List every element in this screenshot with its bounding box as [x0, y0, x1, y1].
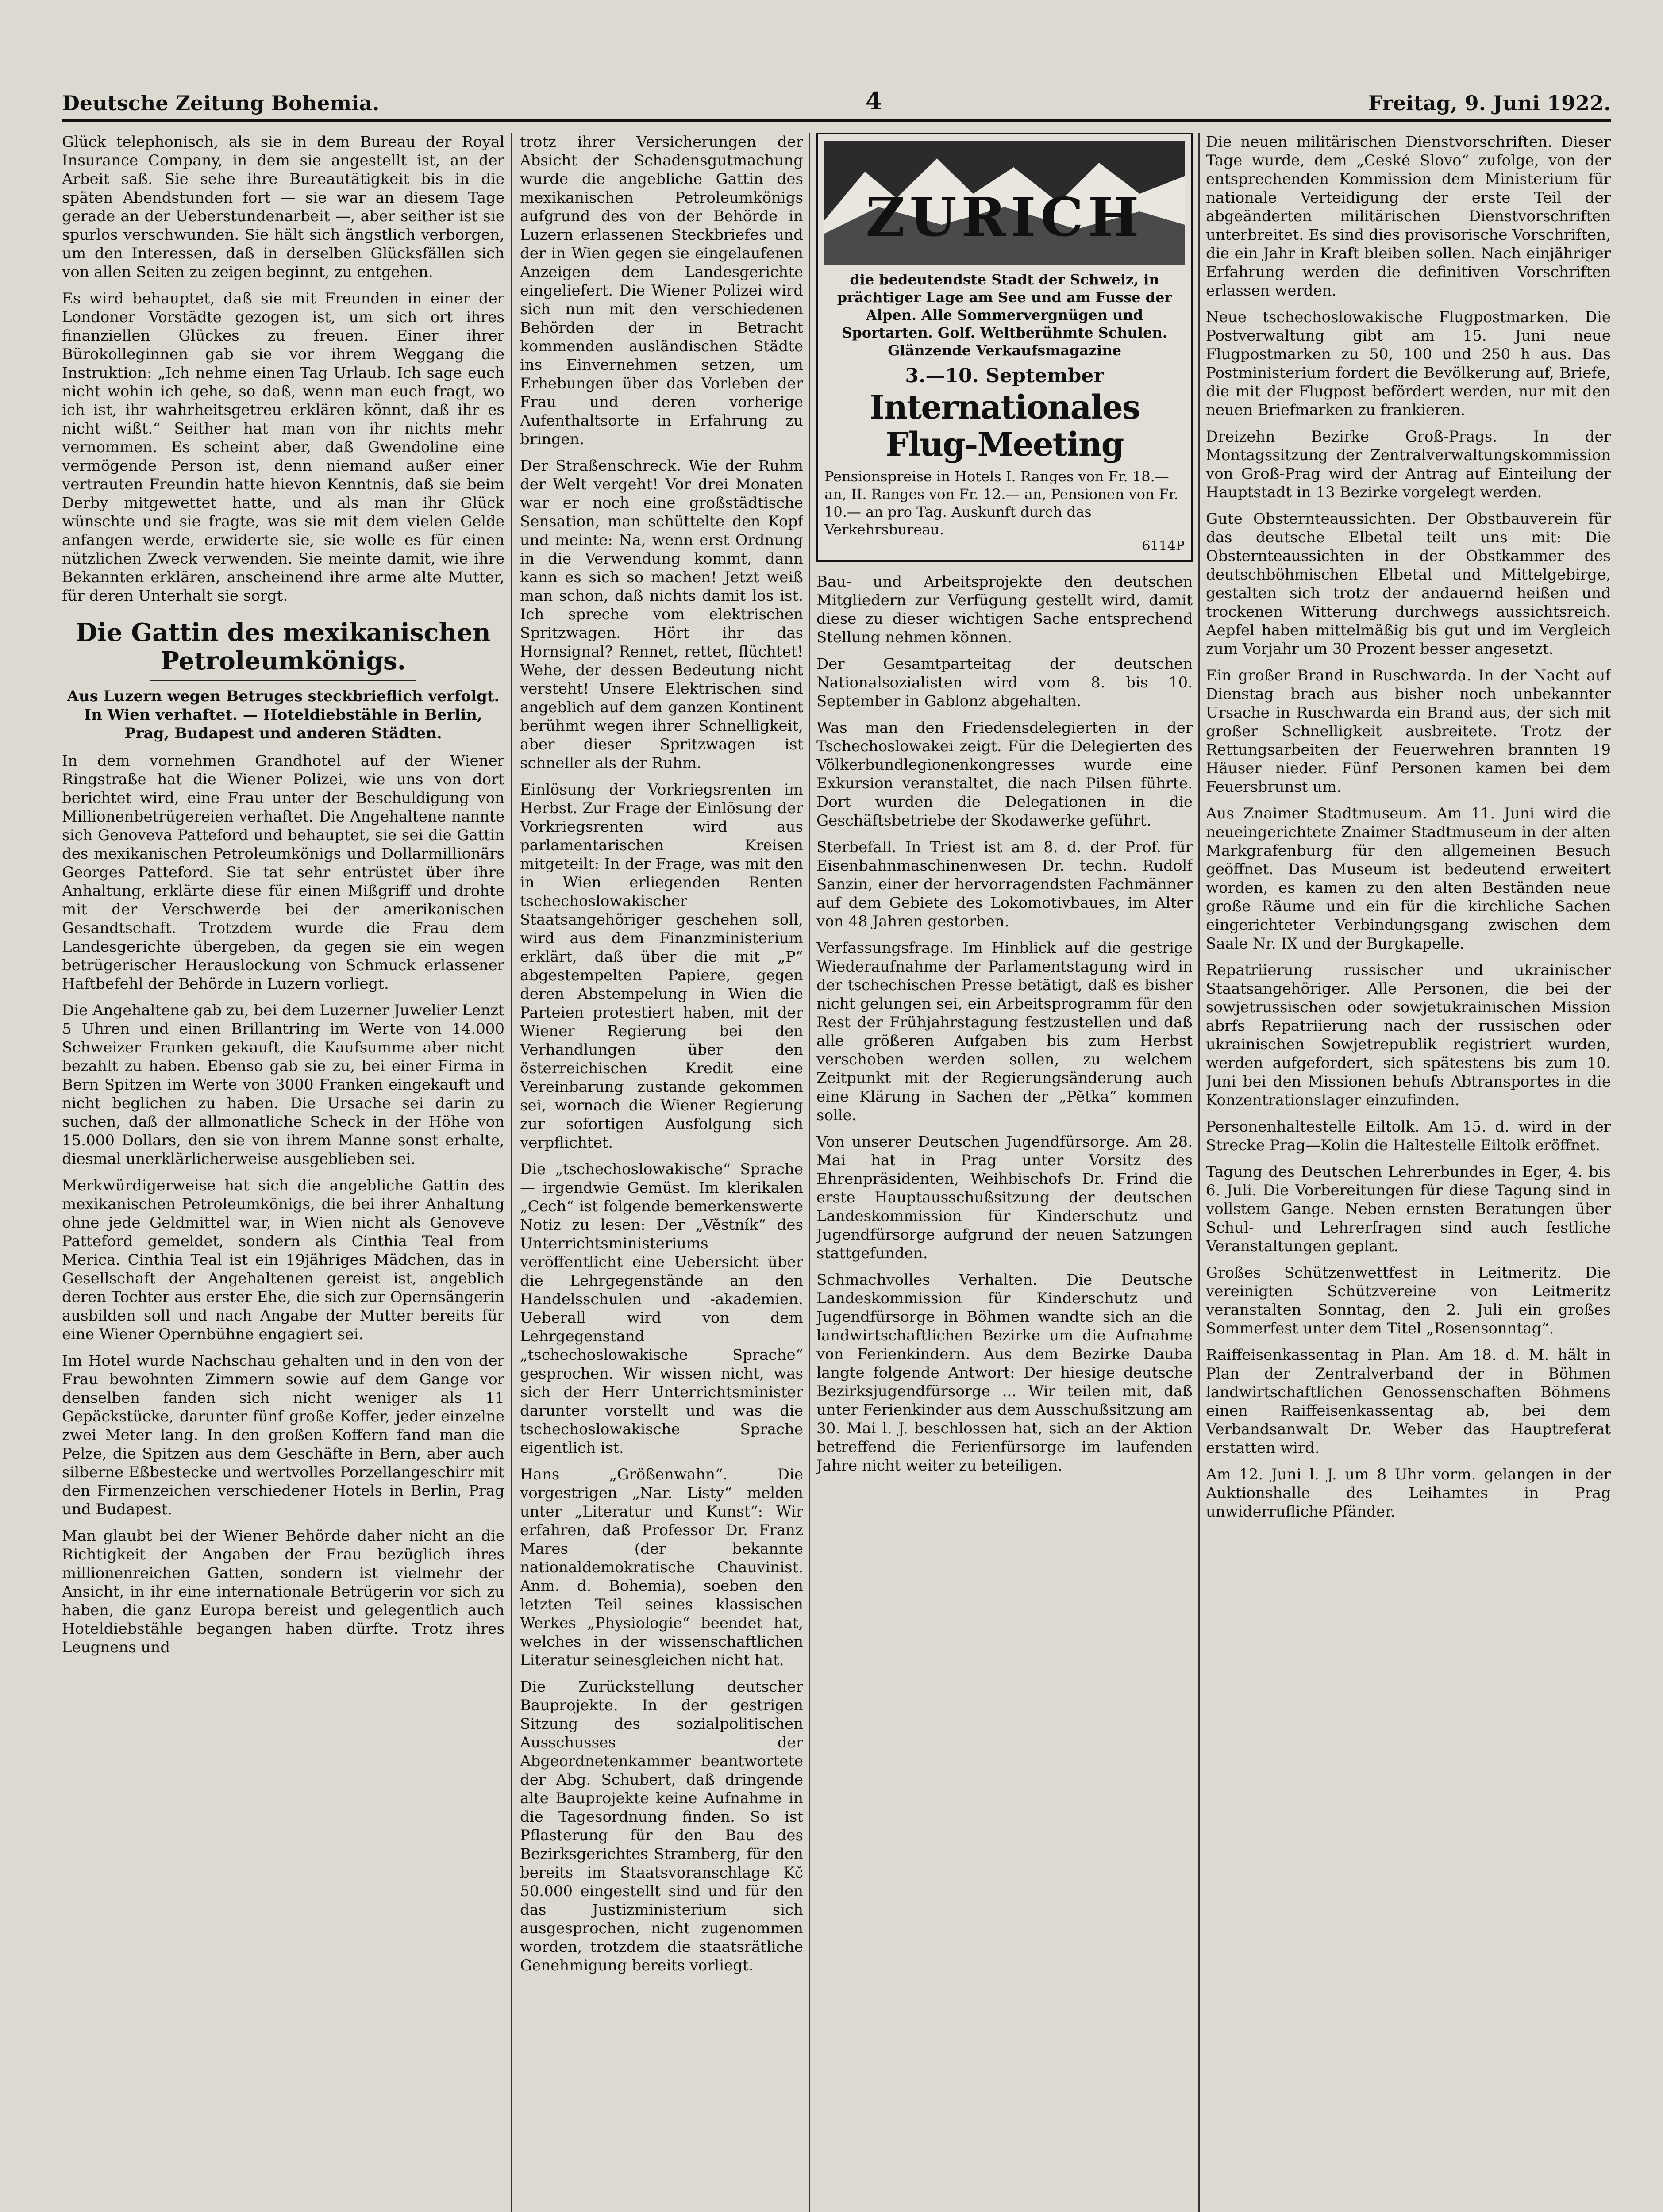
ad-description: die bedeutendste Stadt der Schweiz, in prächtiger Lage am See und am Fusse der Alpen. Alle Sommervergnügen und Sportarten. Golf. Weltberühmte Schulen. Glänzende Verkaufsmagazine [837, 271, 1172, 359]
paragraph: Aus Znaimer Stadtmuseum. Am 11. Juni wird die neueingerichtete Znaimer Stadtmuseum in der alten Markgrafenburg für den allgemeinen Besuch geöffnet. Das Museum ist bedeutend erweitert worden, es kamen zu den alten Beständen neue große Räume und ein für die kirchliche Sachen eingerichteter Verbindungsgang zwischen dem Saale Nr. IX und der Burgkapelle. [1206, 805, 1611, 952]
paragraph: Glück telephonisch, als sie in dem Bureau der Royal Insurance Company, in dem sie angestellt ist, an der Arbeit saß. Sie sehe ihre Bureautätigkeit bis in die späten Abendstunden fort — sie war an diesem Tage gerade an der Ueberstundenarbeit —, aber seither ist sie spurlos verschwunden. Sie hält sich ängstlich verborgen, um den Interessen, daß in derselben Glücksfällen sich von allen Seiten zu zeigen beginnt, zu entgehen. [62, 133, 504, 281]
ad-reference-code: 6114P [1142, 538, 1185, 554]
paragraph: Ein großer Brand in Ruschwarda. In der Nacht auf Dienstag brach aus bisher noch unbekannter Ursache in Ruschwarda ein Brand aus, der sich mit großer Schnelligkeit ausbreitete. Trotz der Rettungsarbeiten der Feuerwehren brannten 19 Häuser nieder. Fünf Personen kamen bei dem Feuersbrunst um. [1206, 667, 1611, 796]
paragraph: Sterbefall. In Triest ist am 8. d. der Prof. für Eisenbahnmaschinenwesen Dr. techn. Rudolf Sanzin, einer der hervorragendsten Fachmänner auf dem Gebiete des Lokomotivbaues, im Alter von 48 Jahren gestorben. [816, 838, 1193, 930]
paragraph: Großes Schützenwettfest in Leitmeritz. Die vereinigten Schützvereine von Leitmeritz veranstalten Sonntag, den 2. Juli ein großes Sommerfest unter dem Titel „Rosensonntag“. [1206, 1264, 1611, 1337]
masthead-rule [62, 119, 1611, 122]
paragraph: Die „tschechoslowakische“ Sprache — irgendwie Gemüst. Im klerikalen „Cech“ ist folgende bemerkenswerte Notiz zu lesen: Der „Věstník“ des Unterrichtsministeriums veröffentlicht eine Uebersicht über die Lehrgegenstände an den Handelsschulen und -akademien. Ueberall wird von dem Lehrgegenstand „tschechoslowakische Sprache“ gesprochen. Wir wissen nicht, was sich der Herr Unterrichtsminister darunter vorstellt und was die tschechoslowakische Sprache eigentlich ist. [520, 1160, 803, 1457]
ad-pricing-info: Pensionspreise in Hotels I. Ranges von Fr. 18.— an, II. Ranges von Fr. 12.— an, Pensionen von Fr. 10.— an pro Tag. Auskunft durch das Verkehrsbureau. [824, 468, 1178, 538]
paragraph: Dreizehn Bezirke Groß-Prags. In der Montagssitzung der Zentralverwaltungskommission von Groß-Prag wird der Antrag auf Einteilung der Hauptstadt in 13 Bezirke vorgelegt werden. [1206, 428, 1611, 501]
paragraph: Einlösung der Vorkriegsrenten im Herbst. Zur Frage der Einlösung der Vorkriegsrenten wird aus parlamentarischen Kreisen mitgeteilt: In der Frage, was mit den in Wien erliegenden Renten tschechoslowakischer Staatsangehöriger geschehen soll, wird aus dem Finanzministerium erklärt, daß über die mit „P“ abgestempelten Papiere, gegen deren Abstempelung in Wien die Parteien protestiert haben, mit der Wiener Regierung bei den Verhandlungen über den österreichischen Kredit eine Vereinbarung zustande gekommen sei, wornach die Wiener Regierung zur sofortigen Ausfolgung sich verpflichtet. [520, 781, 803, 1152]
column-2 [520, 133, 803, 2212]
paragraph: Raiffeisenkassentag in Plan. Am 18. d. M. hält in Plan der Zentralverband der in Böhmen landwirtschaftlichen Genossenschaften Böhmens einen Raiffeisenkassentag ab, bei dem Verbandsanwalt Dr. Weber das Hauptreferat erstatten wird. [1206, 1346, 1611, 1457]
paragraph: Verfassungsfrage. Im Hinblick auf die gestrige Wiederaufnahme der Parlamentstagung wird in der tschechischen Presse betätigt, daß es bisher nicht gelungen sei, ein Arbeitsprogramm für den Rest der Frühjahrstagung festzustellen und daß alle größeren Aufgaben bis zum Herbst verschoben werden sollen, zu welchem Zeitpunkt mit der Regierungsänderung auch eine Klärung in Sachen der „Pětka“ kommen solle. [816, 939, 1193, 1124]
paragraph: Bau- und Arbeitsprojekte den deutschen Mitgliedern zur Verfügung gestellt wird, damit diese zu dieser wichtigen Sache entsprechend Stellung nehmen können. [816, 573, 1193, 646]
paragraph: Von unserer Deutschen Jugendfürsorge. Am 28. Mai hat in Prag unter Vorsitz des Ehrenpräsidenten, Weihbischofs Dr. Frind die erste Hauptausschußsitzung der deutschen Landeskommission für Kinderschutz und Jugendfürsorge aufgrund der neuen Satzungen stattgefunden. [816, 1133, 1193, 1262]
zurich-advertisement [816, 133, 1193, 562]
ad-event-dates: 3.—10. September [905, 365, 1104, 387]
newspaper-name: Deutsche Zeitung Bohemia. [62, 91, 380, 115]
paragraph: Hans „Größenwahn“. Die vorgestrigen „Nar. Listy“ melden unter „Literatur und Kunst“: Wir erfahren, daß Professor Dr. Franz Mares (der bekannte nationaldemokratische Chauvinist. Anm. d. Bohemia), soeben den letzten Teil seines klassischen Werkes „Physiologie“ beendet hat, welches in der wissenschaftlichen Literatur seinesgleichen nicht hat. [520, 1466, 803, 1669]
paragraph: Die Angehaltene gab zu, bei dem Luzerner Juwelier Lenzt 5 Uhren und einen Brillantring im Werte von 14.000 Schweizer Franken gekauft, die Kaufsumme aber nicht bezahlt zu haben. Ebenso gab sie zu, bei einer Firma in Bern Spitzen im Werte von 3000 Franken eingekauft und nicht beglichen zu haben. Die Ursache sei darin zu suchen, daß der allmonatliche Scheck in der Höhe von 15.000 Dollars, den sie von ihrem Manne sonst erhalte, diesmal unerklärlicherweise ausgeblieben sei. [62, 1002, 504, 1168]
paragraph: Tagung des Deutschen Lehrerbundes in Eger, 4. bis 6. Juli. Die Vorbereitungen für diese Tagung sind in vollstem Gange. Neben ernsten Beratungen über Schul- und Lehrerfragen sind auch festliche Veranstaltungen geplant. [1206, 1163, 1611, 1255]
article-subheadline: Aus Luzern wegen Betruges steckbrieflich verfolgt. In Wien verhaftet. — Hoteldiebstähle in Berlin, Prag, Budapest und anderen Städten. [67, 687, 500, 742]
mountain-illustration-icon [824, 141, 1185, 265]
masthead [62, 84, 1611, 115]
paragraph: Merkwürdigerweise hat sich die angebliche Gattin des mexikanischen Petroleumkönigs, die bei ihrer Anhaltung ohne jede Geldmittel war, in Wien nicht als Genoveve Patteford gemeldet, sondern als Cinthia Teal from Merica. Cinthia Teal ist ein 19jähriges Mädchen, das in Gesellschaft der Angehaltenen gereist ist, angeblich deren Tochter aus erster Ehe, die sich zur Opernsängerin ausbilden soll und nach Angabe der Mutter bereits für eine Wiener Opernbühne engagiert sei. [62, 1177, 504, 1343]
paragraph: Repatriierung russischer und ukrainischer Staatsangehöriger. Alle Personen, die bei der sowjetrussischen oder sowjetukrainischen Mission abrfs Repatriierung nach der russischen oder ukrainischen Sowjetrepublik registriert wurden, werden aufgefordert, sich spätestens bis zum 10. Juni bei den Missionen behufs Abtransportes in die Konzentrationslager einzufinden. [1206, 961, 1611, 1109]
ad-event-title: Internationales Flug-Meeting [869, 388, 1140, 464]
paragraph: Der Gesamtparteitag der deutschen Nationalsozialisten wird vom 8. bis 10. September in Gablonz abgehalten. [816, 655, 1193, 710]
paragraph: Die neuen militärischen Dienstvorschriften. Dieser Tage wurde, dem „Ceské Slovo“ zufolge, von der entsprechenden Kommission dem Ministerium für nationale Verteidigung der erste Teil der abgeänderten militärischen Dienstvorschriften unterbreitet. Es sind dies provisorische Vorschriften, die ein Jahr in Kraft bleiben sollen. Nach einjähriger Erfahrung werden die definitiven Vorschriften erlassen werden. [1206, 133, 1611, 300]
issue-date: Freitag, 9. Juni 1922. [1368, 91, 1611, 115]
paragraph: Es wird behauptet, daß sie mit Freunden in einer der Londoner Vorstädte gezogen ist, um sich ort ihres finanziellen Glückes zu freuen. Einer ihrer Bürokolleginnen gab sie vor ihrem Weggang die Instruktion: „Ich nehme einen Tag Urlaub. Ich sage euch nicht wohin ich gehe, so daß, wenn man euch fragt, wo ich ist, ihr wahrheitsgetreu erklären könnt, daß ihr es nicht wißt.“ Seither hat man von ihr nichts mehr vernommen. Es scheint aber, daß Gwendoline eine vermögende Person ist, denn niemand außer einer vertrauten Freundin hatte hievon Kenntnis, daß sie beim Derby mitgewettet hatte, und als man ihr Glück wünschte und sie fragte, was sie mit dem vielen Gelde anfangen werde, erwiderte sie, sie wolle es für einen nützlichen Zweck verwenden. Sie meinte damit, wie ihre Bekannten erklären, anscheinend ihre arme alte Mutter, für deren Unterhalt sie sorgt. [62, 290, 504, 605]
paragraph: Gute Obsternteaussichten. Der Obstbauverein für das deutsche Elbetal teilt uns mit: Die Obsternteaussichten in der Obstkammer des deutschböhmischen Elbetal und Mittelgebirge, gestalten sich trotz der andauernd heißen und trockenen Witterung durchwegs aussichtsreich. Aepfel haben mittelmäßig bis gut und im Vergleich zum Vorjahr um 30 Prozent besser angesetzt. [1206, 510, 1611, 658]
paragraph: Was man den Friedensdelegierten in der Tschechoslowakei zeigt. Für die Delegierten des Völkerbundlegionenkongresses wurde eine Exkursion veranstaltet, die nach Pilsen führte. Dort wurden die Delegationen in die Geschäftsbetriebe der Skodawerke geführt. [816, 719, 1193, 830]
column-3 [816, 133, 1193, 2212]
paragraph: Man glaubt bei der Wiener Behörde daher nicht an die Richtigkeit der Angaben der Frau bezüglich ihres millionenreichen Gatten, sondern ist vielmehr der Ansicht, in ihr eine internationale Betrügerin vor sich zu haben, die ganz Europa bereist und gelegentlich auch Hoteldiebstähle begangen haben dürfte. Trotz ihres Leugnens und [62, 1527, 504, 1656]
headline-rule [150, 680, 416, 681]
paragraph: In dem vornehmen Grandhotel auf der Wiener Ringstraße hat die Wiener Polizei, wie uns von dort berichtet wird, eine Frau unter der Beschuldigung von Millionenbetrügereien verhaftet. Die Angehaltene nannte sich Genoveva Patteford und behauptet, sie sei die Gattin des mexikanischen Petroleumkönigs und Dollarmillionärs Georges Patteford. Sie tat sehr entrüstet über ihre Anhaltung, erklärte diese für einen Mißgriff und drohte mit der Verschwerde bei der amerikanischen Gesandtschaft. Trotzdem wurde die Frau dem Landesgerichte übergeben, da gegen sie ein wegen betrügerischer Herauslockung von Schmuck erlassener Haftbefehl der Behörde in Luzern vorliegt. [62, 752, 504, 993]
svg-text:ZURICH: ZURICH [866, 185, 1143, 249]
column-1 [62, 133, 504, 2212]
paragraph: trotz ihrer Versicherungen der Absicht der Schadensgutmachung wurde die angebliche Gattin des mexikanischen Petroleumkönigs aufgrund des von der Behörde in Luzern erlassenen Steckbriefes und der in Wien gegen sie eingelaufenen Anzeigen dem Landesgerichte eingeliefert. Die Wiener Polizei wird sich nun mit den verschiedenen Behörden der in Betracht kommenden ausländischen Städte ins Einvernehmen setzen, um Erhebungen über das Vorleben der Frau und deren vorherige Aufenthaltsorte in Erfahrung zu bringen. [520, 133, 803, 448]
column-divider [809, 133, 810, 2212]
column-4 [1206, 133, 1611, 2212]
paragraph: Am 12. Juni l. J. um 8 Uhr vorm. gelangen in der Auktionshalle des Leihamtes in Prag unwiderrufliche Pfänder. [1206, 1466, 1611, 1521]
paragraph: Schmachvolles Verhalten. Die Deutsche Landeskommission für Kinderschutz und Jugendfürsorge in Böhmen wandte sich an die landwirtschaftlichen Bezirke um die Aufnahme von Ferienkindern. Aus dem Bezirke Dauba langte folgende Antwort: Der hiesige deutsche Bezirksjugendfürsorge ... Wir teilen mit, daß unter Ferienkinder aus dem Ausschußsitzung am 30. Mai l. J. beschlossen hat, sich an der Aktion betreffend die Ferienfürsorge im laufenden Jahre nicht weiter zu beteiligen. [816, 1271, 1193, 1475]
paragraph: Im Hotel wurde Nachschau gehalten und in den von der Frau bewohnten Zimmern sowie auf dem Gange vor denselben fanden sich nicht weniger als 11 Gepäckstücke, darunter fünf große Koffer, jeder einzelne zwei Meter lang. In den großen Koffern fand man die Pelze, die Spitzen aus dem Geschäfte in Bern, aber auch silberne Eßbestecke und wertvolles Porzellangeschirr mit den Firmenzeichen verschiedener Hotels in Berlin, Prag und Budapest. [62, 1352, 504, 1518]
column-divider [1198, 133, 1200, 2212]
paragraph: Neue tschechoslowakische Flugpostmarken. Die Postverwaltung gibt am 15. Juni neue Flugpostmarken zu 50, 100 und 250 h aus. Das Postministerium fordert die Bevölkerung auf, Briefe, die mit der Flugpost befördert werden, nur mit den neuen Briefmarken zu frankieren. [1206, 308, 1611, 419]
page-number: 4 [865, 87, 882, 115]
paragraph: Die Zurückstellung deutscher Bauprojekte. In der gestrigen Sitzung des sozialpolitischen Ausschusses der Abgeordnetenkammer beantwortete der Abg. Schubert, daß dringende alte Bauprojekte keine Aufnahme in die Tagesordnung finden. So ist Pflasterung für den Bau des Bezirksgerichtes Stramberg, für den bereits im Staatsvoranschlage Kč 50.000 eingestellt sind und für den das Justizministerium sich ausgesprochen, nicht zugenommen worden, trotzdem die staatsrätliche Genehmigung bereits vorliegt. [520, 1678, 803, 1974]
paragraph: Personenhaltestelle Eiltolk. Am 15. d. wird in der Strecke Prag—Kolin die Haltestelle Eiltolk eröffnet. [1206, 1118, 1611, 1154]
paragraph: Der Straßenschreck. Wie der Ruhm der Welt vergeht! Vor drei Monaten war er noch eine großstädtische Sensation, man schüttelte den Kopf und meinte: Na, wenn erst Ordnung in die Verwendung kommt, dann kann es sich so machen! Jetzt weiß man schon, daß nichts damit los ist. Ich spreche vom elektrischen Spritzwagen. Hört ihr das Hornsignal? Rennet, rettet, flüchtet! Wehe, der dessen Bedeutung nicht versteht! Unsere Elektrischen sind angeblich auf dem ganzen Kontinent berühmt wegen ihrer Schnelligkeit, aber dieser Spritzwagen ist schneller als der Ruhm. [520, 457, 803, 772]
article-headline: Die Gattin des mexikanischen Petroleumkönigs. [76, 618, 491, 676]
column-divider [511, 133, 512, 2212]
